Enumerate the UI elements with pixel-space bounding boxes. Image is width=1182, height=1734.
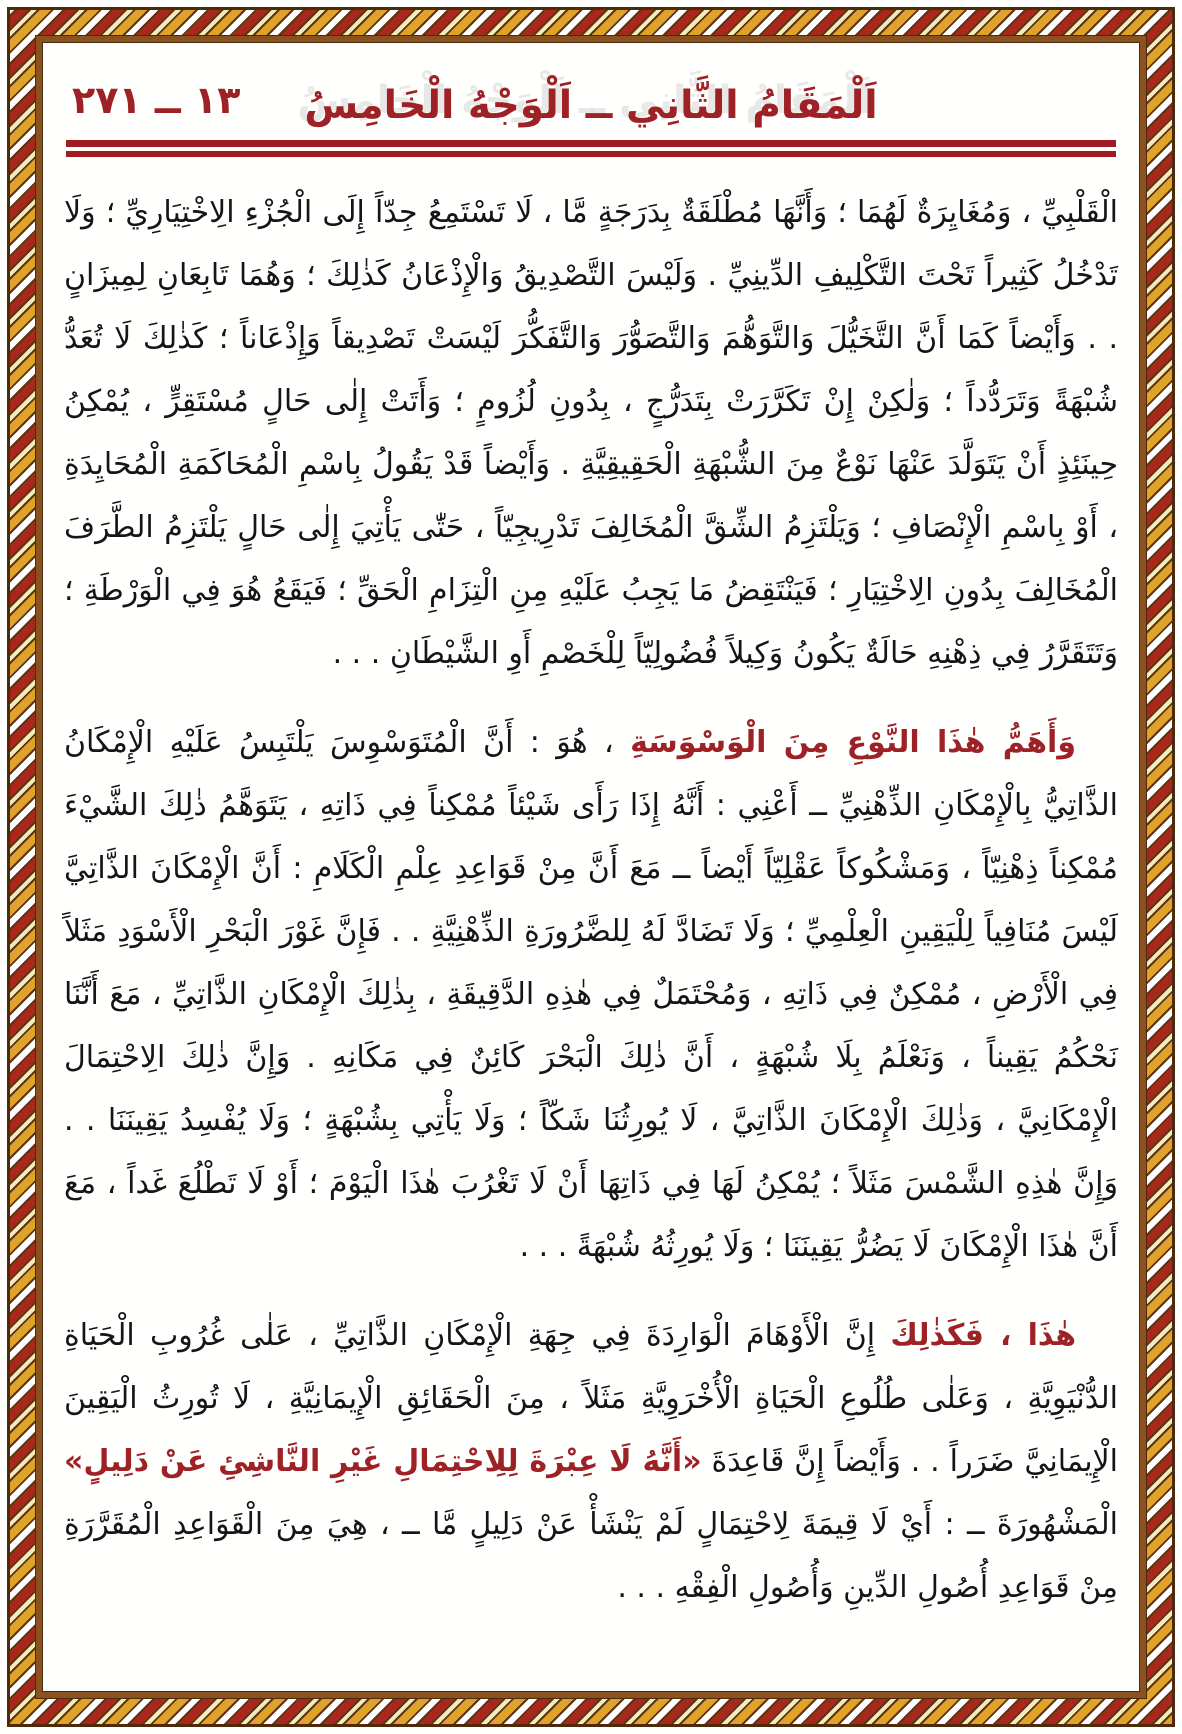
- page-panel: [36, 36, 1146, 1698]
- paragraph-3-quote-red: «أَنَّهُ لَا عِبْرَةَ لِلِاحْتِمَالِ غَيْرِ النَّاشِئِ عَنْ دَلِيلٍ»: [64, 1444, 702, 1479]
- page-number: ١٣ ــ ٢٧١: [72, 78, 241, 122]
- paragraph-3: [64, 1304, 1118, 1619]
- paragraph-2-text: ، هُوَ : أَنَّ الْمُتَوَسْوِسَ يَلْتَبِسُ عَلَيْهِ الْإِمْكَانُ الذَّاتِيُّ بِالْإِمْكَانِ الذِّهْنِيِّ ــ أَعْنِي : أَنَّهُ إِذَا رَأَى شَيْئاً مُمْكِناً فِي ذَاتِهِ ، يَتَوَهَّمُ ذٰلِكَ الشَّيْءَ مُمْكِناً ذِهْنِيّاً ، وَمَشْكُوكاً عَقْلِيّاً أَيْضاً ــ مَعَ أَنَّ مِنْ قَوَاعِدِ عِلْمِ الْكَلَامِ : أَنَّ الْإِمْكَانَ الذَّاتِيَّ لَيْسَ مُنَافِياً لِلْيَقِينِ الْعِلْمِيِّ ؛ وَلَا تَضَادَّ لَهُ لِلضَّرُورَةِ الذِّهْنِيَّةِ . . فَإِنَّ غَوْرَ الْبَحْرِ الْأَسْوَدِ مَثَلاً فِي الْأَرْضِ ، مُمْكِنٌ فِي ذَاتِهِ ، وَمُحْتَمَلٌ فِي هٰذِهِ الدَّقِيقَةِ ، بِذٰلِكَ الْإِمْكَانِ الذَّاتِيِّ ، مَعَ أَنَّنَا نَحْكُمُ يَقِيناً ، وَنَعْلَمُ بِلَا شُبْهَةٍ ، أَنَّ ذٰلِكَ الْبَحْرَ كَائِنٌ فِي مَكَانِهِ . وَإِنَّ ذٰلِكَ الِاحْتِمَالَ الْإِمْكَانِيَّ ، وَذٰلِكَ الْإِمْكَانَ الذَّاتِيَّ ، لَا يُورِثُنَا شَكّاً ؛ وَلَا يَأْتِي بِشُبْهَةٍ ؛ وَلَا يُفْسِدُ يَقِينَنَا . . وَإِنَّ هٰذِهِ الشَّمْسَ مَثَلاً ؛ يُمْكِنُ لَهَا فِي ذَاتِهَا أَنْ لَا تَغْرُبَ هٰذَا الْيَوْمَ ؛ أَوْ لَا تَطْلُعَ غَداً ، مَعَ أَنَّ هٰذَا الْإِمْكَانَ لَا يَضُرُّ يَقِينَنَا ؛ وَلَا يُورِثُهُ شُبْهَةً . . .: [64, 725, 1118, 1264]
- paragraph-1-text: الْقَلْبِيِّ ، وَمُغَايِرَةٌ لَهُمَا ؛ وَأَنَّهَا مُطْلَقَةٌ بِدَرَجَةٍ مَّا ، لَا تَسْتَمِعُ جِدّاً إِلَى الْجُزْءِ الِاخْتِيَارِيِّ ؛ وَلَا تَدْخُلُ كَثِيراً تَحْتَ التَّكْلِيفِ الدِّينِيِّ . وَلَيْسَ التَّصْدِيقُ وَالْإِذْعَانُ كَذٰلِكَ ؛ وَهُمَا تَابِعَانِ لِمِيزَانٍ . . وَأَيْضاً كَمَا أَنَّ التَّخَيُّلَ وَالتَّوَهُّمَ وَالتَّصَوُّرَ وَالتَّفَكُّرَ لَيْسَتْ تَصْدِيقاً وَإِذْعَاناً ؛ كَذٰلِكَ لَا تُعَدُّ شُبْهَةً وَتَرَدُّداً ؛ وَلٰكِنْ إِنْ تَكَرَّرَتْ بِتَدَرُّجٍ ، بِدُونِ لُزُومٍ ؛ وَأَتَتْ إِلٰى حَالٍ مُسْتَقِرٍّ ، يُمْكِنُ حِينَئِذٍ أَنْ يَتَوَلَّدَ عَنْهَا نَوْعٌ مِنَ الشُّبْهَةِ الْحَقِيقِيَّةِ . وَأَيْضاً قَدْ يَقُولُ بِاسْمِ الْمُحَاكَمَةِ الْمُحَايِدَةِ ، أَوْ بِاسْمِ الْإِنْصَافِ ؛ وَيَلْتَزِمُ الشِّقَّ الْمُخَالِفَ تَدْرِيجِيّاً ، حَتّٰى يَأْتِيَ إِلٰى حَالٍ يَلْتَزِمُ الطَّرَفَ الْمُخَالِفَ بِدُونِ الِاخْتِيَارِ ؛ فَيَنْتَقِضُ مَا يَجِبُ عَلَيْهِ مِنِ الْتِزَامِ الْحَقِّ ؛ فَيَقَعُ هُوَ فِي الْوَرْطَةِ ؛ وَتَتَقَرَّرُ فِي ذِهْنِهِ حَالَةٌ يَكُونُ وَكِيلاً فُضُولِيّاً لِلْخَصْمِ أَوِ الشَّيْطَانِ . . .: [64, 195, 1118, 671]
- body-text: [64, 181, 1118, 1619]
- paragraph-3-lead-red: هٰذَا ، فَكَذٰلِكَ: [890, 1318, 1076, 1353]
- page-header: [64, 76, 1118, 136]
- page-content: [42, 76, 1140, 1726]
- paragraph-3-text-b: الْمَشْهُورَةَ ــ : أَيْ لَا قِيمَةَ لِاحْتِمَالٍ لَمْ يَنْشَأْ عَنْ دَلِيلٍ مَّا ــ ، هِيَ مِنَ الْقَوَاعِدِ الْمُقَرَّرَةِ مِنْ قَوَاعِدِ أُصُولِ الدِّينِ وَأُصُولِ الْفِقْهِ . . .: [64, 1507, 1118, 1605]
- paragraph-2: [64, 711, 1118, 1278]
- paragraph-2-lead-red: وَأَهَمُّ هٰذَا النَّوْعِ مِنَ الْوَسْوَسَةِ: [630, 725, 1076, 760]
- page-title: اَلْمَقَامُ الثَّانِي ــ اَلْوَجْهُ الْخَامِسُ: [304, 83, 878, 128]
- paragraph-1: [64, 181, 1118, 685]
- header-divider-rule: [66, 140, 1116, 157]
- paragraph-3-text-a: إِنَّ الْأَوْهَامَ الْوَارِدَةَ فِي جِهَةِ الْإِمْكَانِ الذَّاتِيِّ ، عَلٰى غُرُوبِ الْحَيَاةِ الدُّنْيَوِيَّةِ ، وَعَلٰى طُلُوعِ الْحَيَاةِ الْأُخْرَوِيَّةِ مَثَلاً ، مِنَ الْحَقَائِقِ الْإِيمَانِيَّةِ ، لَا تُورِثُ الْيَقِينَ الْإِيمَانِيَّ ضَرَراً . . وَأَيْضاً إِنَّ قَاعِدَةَ: [64, 1318, 1118, 1479]
